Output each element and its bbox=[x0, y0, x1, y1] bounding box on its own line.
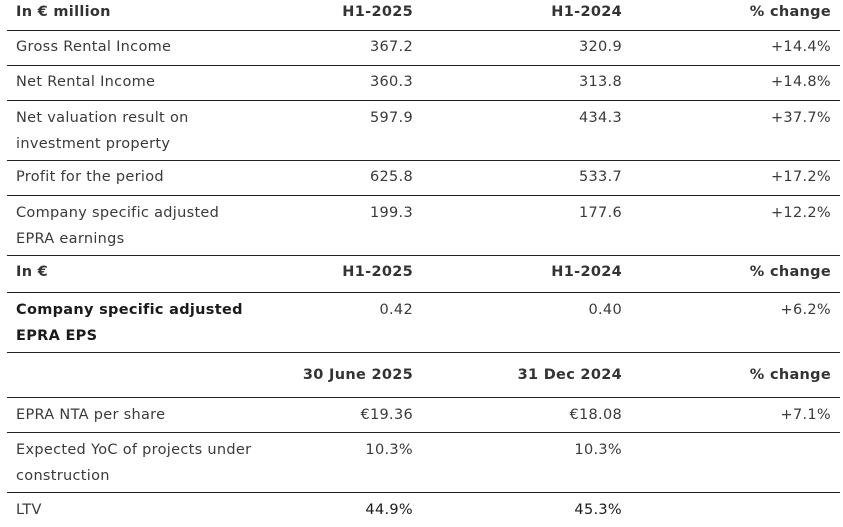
row-label: Net valuation result on investment property bbox=[7, 101, 267, 161]
row-value-2025: 597.9 bbox=[267, 101, 422, 161]
table-row bbox=[7, 161, 840, 196]
header-change: % change bbox=[631, 0, 840, 31]
header-label: In € bbox=[7, 256, 267, 293]
table-row bbox=[7, 433, 840, 493]
row-change: +12.2% bbox=[631, 196, 840, 256]
row-change bbox=[631, 493, 840, 527]
table-row bbox=[7, 196, 840, 256]
table-row bbox=[7, 293, 840, 353]
row-change: +14.8% bbox=[631, 66, 840, 101]
row-value-2025: 0.42 bbox=[267, 293, 422, 353]
row-value-2024: 45.3% bbox=[422, 493, 631, 527]
table-row bbox=[7, 66, 840, 101]
header-h1-2024: H1-2024 bbox=[422, 0, 631, 31]
row-value-2025: 625.8 bbox=[267, 161, 422, 196]
table-header-row bbox=[7, 353, 840, 398]
row-value-2025: 199.3 bbox=[267, 196, 422, 256]
header-h1-2025: H1-2025 bbox=[267, 0, 422, 31]
row-value-2025: 44.9% bbox=[267, 493, 422, 527]
row-label: Expected YoC of projects under construction bbox=[7, 433, 267, 493]
table-row bbox=[7, 101, 840, 161]
row-label: Net Rental Income bbox=[7, 66, 267, 101]
header-change: % change bbox=[631, 256, 840, 293]
row-label: Company specific adjusted EPRA earnings bbox=[7, 196, 267, 256]
row-value-2025: €19.36 bbox=[267, 398, 422, 433]
table-header-row bbox=[7, 256, 840, 293]
header-date-2024: 31 Dec 2024 bbox=[422, 353, 631, 398]
row-change: +17.2% bbox=[631, 161, 840, 196]
table-header-row bbox=[7, 0, 840, 31]
row-change: +14.4% bbox=[631, 31, 840, 66]
row-value-2024: 177.6 bbox=[422, 196, 631, 256]
row-label: EPRA NTA per share bbox=[7, 398, 267, 433]
row-value-2024: 434.3 bbox=[422, 101, 631, 161]
row-change: +7.1% bbox=[631, 398, 840, 433]
row-value-2025: 367.2 bbox=[267, 31, 422, 66]
table-row bbox=[7, 493, 840, 527]
header-change: % change bbox=[631, 353, 840, 398]
row-label: Company specific adjusted EPRA EPS bbox=[7, 293, 267, 353]
row-label: Profit for the period bbox=[7, 161, 267, 196]
row-value-2024: 313.8 bbox=[422, 66, 631, 101]
table-row bbox=[7, 31, 840, 66]
row-value-2025: 10.3% bbox=[267, 433, 422, 493]
row-change: +6.2% bbox=[631, 293, 840, 353]
table-row bbox=[7, 398, 840, 433]
header-label: In € million bbox=[7, 0, 267, 31]
financial-highlights-table bbox=[7, 0, 840, 527]
row-label: Gross Rental Income bbox=[7, 31, 267, 66]
header-h1-2025: H1-2025 bbox=[267, 256, 422, 293]
row-value-2025: 360.3 bbox=[267, 66, 422, 101]
row-value-2024: 10.3% bbox=[422, 433, 631, 493]
row-label: LTV bbox=[7, 493, 267, 527]
row-change bbox=[631, 433, 840, 493]
row-value-2024: 320.9 bbox=[422, 31, 631, 66]
row-change: +37.7% bbox=[631, 101, 840, 161]
row-value-2024: 0.40 bbox=[422, 293, 631, 353]
header-date-2025: 30 June 2025 bbox=[267, 353, 422, 398]
header-h1-2024: H1-2024 bbox=[422, 256, 631, 293]
row-value-2024: 533.7 bbox=[422, 161, 631, 196]
header-label bbox=[7, 353, 267, 398]
row-value-2024: €18.08 bbox=[422, 398, 631, 433]
